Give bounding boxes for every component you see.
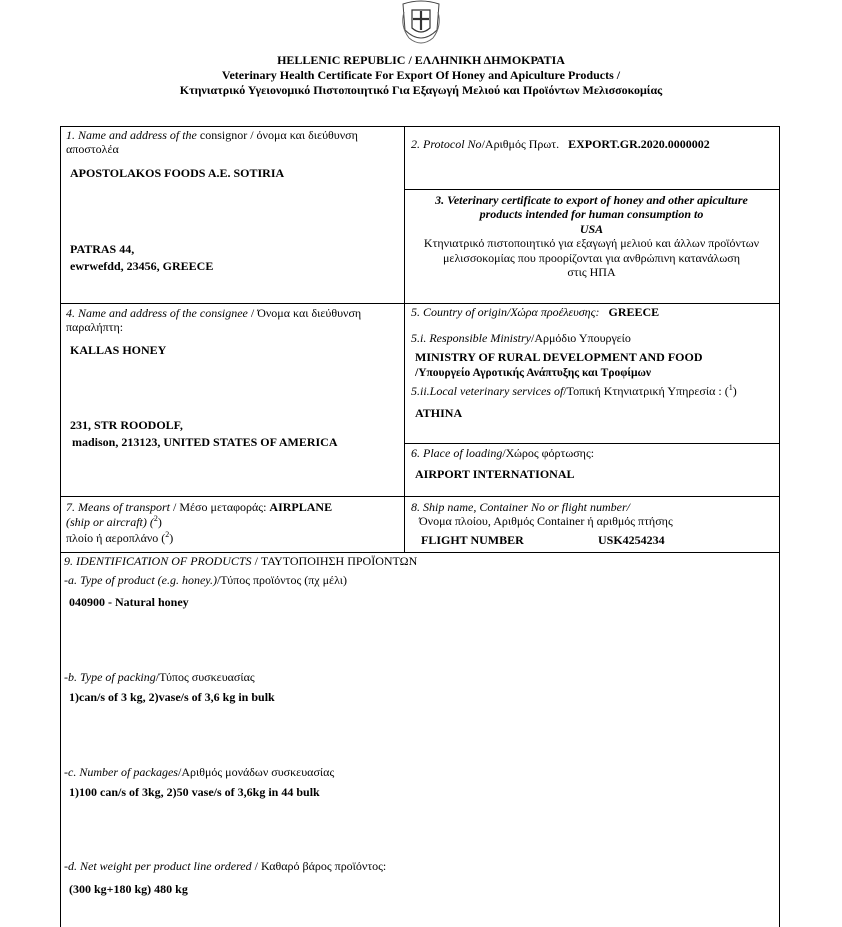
consignor-address-line2: ewrwefdd, 23456, GREECE — [70, 259, 214, 273]
place-of-loading-label: 6. Place of loading/Χώρος φόρτωσης: — [411, 446, 595, 460]
packing-type-value: 1)can/s of 3 kg, 2)vase/s of 3,6 kg in bulk — [69, 690, 275, 704]
packing-type-label: -b. Type of packing/Τύπος συσκευασίας — [64, 670, 255, 684]
greek-coat-of-arms-icon — [397, 0, 445, 50]
row-divider-9 — [60, 552, 779, 553]
net-weight-value: (300 kg+180 kg) 480 kg — [69, 882, 188, 896]
consignee-address-line1: 231, STR ROODOLF, — [70, 418, 183, 432]
ship-name-label: 8. Ship name, Container No or flight number/ Όνομα πλοίου, Αριθμός Container ή αριθμός πτήσης — [411, 500, 673, 529]
consignee-address-line2: madison, 213123, UNITED STATES OF AMERICA — [72, 435, 338, 449]
package-count-label: -c. Number of packages/Αριθμός μονάδων συσκευασίας — [64, 765, 335, 779]
flight-number-value: USK4254234 — [598, 533, 665, 547]
country-of-origin-row: 5. Country of origin/Χώρα προέλευσης: GREECE — [411, 305, 660, 319]
protocol-number-row: 2. Protocol No/Αριθμός Πρωτ. EXPORT.GR.2020.0000002 — [411, 137, 710, 151]
means-of-transport: 7. Means of transport / Μέσο μεταφοράς: AIRPLANE (ship or aircraft) ($^2$) πλοίο ή αεροπλάνο ($^2$) — [66, 500, 333, 545]
identification-of-products-label: 9. IDENTIFICATION OF PRODUCTS / ΤΑΥΤΟΠΟΙΗΣΗ ΠΡΟΪΟΝΤΩΝ — [64, 554, 418, 568]
responsible-ministry-label: 5.i. Responsible Ministry/Αρμόδιο Υπουργείο — [411, 331, 631, 345]
consignor-name: APOSTOLAKOS FOODS A.E. SOTIRIA — [70, 166, 285, 180]
consignee-name: KALLAS HONEY — [70, 343, 167, 357]
box1-label: 1. Name and address of the consignor / όνομα και διεύθυνση αποστολέα — [66, 128, 358, 157]
row-divider-6 — [405, 443, 779, 444]
row-divider-4 — [60, 303, 779, 304]
package-count-value: 1)100 can/s of 3kg, 2)50 vase/s of 3,6kg in 44 bulk — [69, 785, 320, 799]
net-weight-label: -d. Net weight per product line ordered / Καθαρό βάρος προϊόντος: — [64, 859, 387, 873]
ministry-name: MINISTRY OF RURAL DEVELOPMENT AND FOOD — [415, 350, 703, 364]
country-of-origin-value: GREECE — [608, 305, 660, 319]
local-veterinary-label: 5.ii.Local veterinary services of/Τοπική Κτηνιατρική Υπηρεσία : ($^1$) — [411, 383, 737, 398]
local-veterinary-value: ATHINA — [415, 406, 463, 420]
ministry-name-gr: /Υπουργείο Αγροτικής Ανάπτυξης και Τροφίμων — [415, 367, 652, 379]
row-divider-2 — [405, 189, 779, 190]
document-subtitle-en: Veterinary Health Certificate For Export Of Honey and Apiculture Products / — [221, 68, 621, 82]
column-divider — [404, 126, 405, 553]
consignor-address-line1: PATRAS 44, — [70, 242, 135, 256]
box4-label: 4. Name and address of the consignee / Όνομα και διεύθυνση παραλήπτη: — [66, 306, 362, 335]
flight-number-label: FLIGHT NUMBER — [421, 533, 524, 547]
row-divider-7 — [60, 496, 779, 497]
means-of-transport-value: AIRPLANE — [269, 500, 333, 514]
place-of-loading-value: AIRPORT INTERNATIONAL — [415, 467, 575, 481]
protocol-number-value: EXPORT.GR.2020.0000002 — [568, 137, 710, 151]
document-title: HELLENIC REPUBLIC / ΕΛΛΗΝΙΚΗ ΔΗΜΟΚΡΑΤΙΑ — [277, 53, 565, 67]
box3-certificate-type: 3. Veterinary certificate to export of honey and other apiculture products intended for human consumption to USA Κτηνιατρικό πιστοποιητικό για εξαγωγή μελιού και άλλων προϊόντων μελισσοκομίας που προορίζονται για ανθρώπινη κατανάλωση στις ΗΠΑ — [405, 193, 778, 279]
destination-country: USA — [579, 221, 604, 236]
product-type-value: 040900 - Natural honey — [69, 595, 189, 609]
document-subtitle-gr: Κτηνιατρικό Υγειονομικό Πιστοποιητικό Για Εξαγωγή Μελιού και Προϊόντων Μελισσοκομίας — [179, 83, 663, 97]
product-type-label: -a. Type of product (e.g. honey.)/Τύπος προϊόντος (πχ μέλι) — [64, 573, 347, 587]
